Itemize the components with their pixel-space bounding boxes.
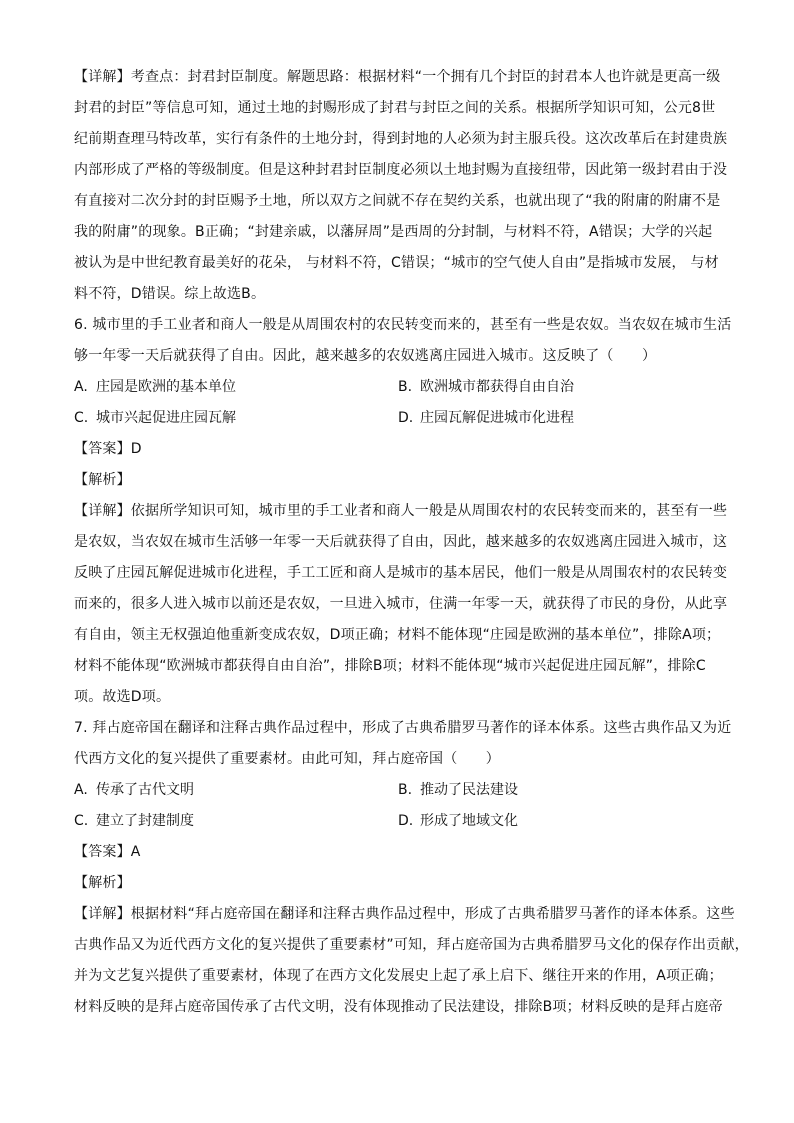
options-row: [74, 372, 724, 403]
text-line: 内部形成了严格的等级制度。但是这种封君封臣制度必须以土地封赐为直接纽带，因此第一级封君由于没: [74, 162, 728, 178]
text-line: 【详解】考查点：封君封臣制度。解题思路：根据材料“一个拥有几个封臣的封君本人也许就是更高一级: [74, 69, 721, 85]
text-line: 项。故选D项。: [74, 689, 171, 705]
text-line: 而来的，很多人进入城市以前还是农奴，一旦进入城市，住满一年零一天，就获得了市民的身份，从此享: [74, 596, 728, 612]
text-line: 材料反映的是拜占庭帝国传承了古代文明，没有体现推动了民法建设，排除B项；材料反映的是拜占庭帝: [74, 999, 723, 1015]
option-c: C. 城市兴起促进庄园瓦解: [74, 410, 236, 426]
question-stem: 够一年零一天后就获得了自由。因此，越来越多的农奴逃离庄园进入城市。这反映了（ ）: [74, 348, 657, 364]
text-line: 我的附庸”的现象。B正确；“封建亲戚，以藩屏周”是西周的分封制，与材料不符，A错误；大学的兴起: [74, 224, 713, 240]
text-line: 封君的封臣”等信息可知，通过土地的封赐形成了封君与封臣之间的关系。根据所学知识可知，公元8世: [74, 100, 716, 116]
text-line: 材料不能体现“欧洲城市都获得自由自治”，排除B项；材料不能体现“城市兴起促进庄园瓦解”，排除C: [74, 658, 706, 674]
text-line: 料不符，D错误。综上故选B。: [74, 286, 266, 302]
text-line: 古典作品又为近代西方文化的复兴提供了重要素材”可知，拜占庭帝国为古典希腊罗马文化的保存作出贡献，: [74, 937, 749, 953]
question-6: [74, 310, 732, 713]
options-row: [74, 775, 724, 806]
options-row: [74, 403, 724, 434]
option-a: A. 传承了古代文明: [74, 782, 194, 798]
text-line: 是农奴，当农奴在城市生活够一年零一天后就获得了自由，因此，越来越多的农奴逃离庄园进入城市，这: [74, 534, 728, 550]
option-d: D. 形成了地域文化: [398, 813, 518, 829]
text-line: 有直接对二次分封的封臣赐予土地，所以双方之间就不存在契约关系，也就出现了“我的附庸的附庸不是: [74, 193, 721, 209]
question-stem: 代西方文化的复兴提供了重要素材。由此可知，拜占庭帝国（ ）: [74, 751, 500, 767]
text-line: 被认为是中世纪教育最美好的花朵， 与材料不符，C错误；“城市的空气使人自由”是指城市发展， 与材: [74, 255, 719, 271]
option-a: A. 庄园是欧洲的基本单位: [74, 379, 236, 395]
text-line: 纪前期查理马特改革，实行有条件的土地分封，得到封地的人必须为封主服兵役。这次改革后在封建贵族: [74, 131, 728, 147]
text-line: 反映了庄园瓦解促进城市化进程，手工工匠和商人是城市的基本居民，他们一般是从周围农村的农民转变: [74, 565, 728, 581]
text-line: 并为文艺复兴提供了重要素材，体现了在西方文化发展史上起了承上启下、继往开来的作用，A项正确；: [74, 968, 723, 984]
text-line: 【详解】依据所学知识可知，城市里的手工业者和商人一般是从周围农村的农民转变而来的，甚至有一些: [74, 503, 728, 519]
question-7: [74, 713, 749, 1023]
document-page: [74, 62, 749, 1023]
question-stem: 7. 拜占庭帝国在翻译和注释古典作品过程中，形成了古典希腊罗马著作的译本体系。这些古典作品又为近: [74, 720, 732, 736]
question-stem: 6. 城市里的手工业者和商人一般是从周围农村的农民转变而来的，甚至有一些是农奴。当农奴在城市生活: [74, 317, 732, 333]
answer: 【答案】D: [74, 441, 142, 457]
options-row: [74, 806, 724, 837]
analysis-label: 【解析】: [74, 472, 131, 488]
option-b: B. 欧洲城市都获得自由自治: [398, 379, 574, 395]
option-b: B. 推动了民法建设: [398, 782, 518, 798]
answer: 【答案】A: [74, 844, 141, 860]
text-line: 有自由，领主无权强迫他重新变成农奴，D项正确；材料不能体现“庄园是欧洲的基本单位”，排除A项；: [74, 627, 721, 643]
option-c: C. 建立了封建制度: [74, 813, 194, 829]
text-line: 【详解】根据材料“拜占庭帝国在翻译和注释古典作品过程中，形成了古典希腊罗马著作的译本体系。这些: [74, 906, 735, 922]
analysis-label: 【解析】: [74, 875, 131, 891]
q5-detail: [74, 62, 728, 310]
option-d: D. 庄园瓦解促进城市化进程: [398, 410, 574, 426]
